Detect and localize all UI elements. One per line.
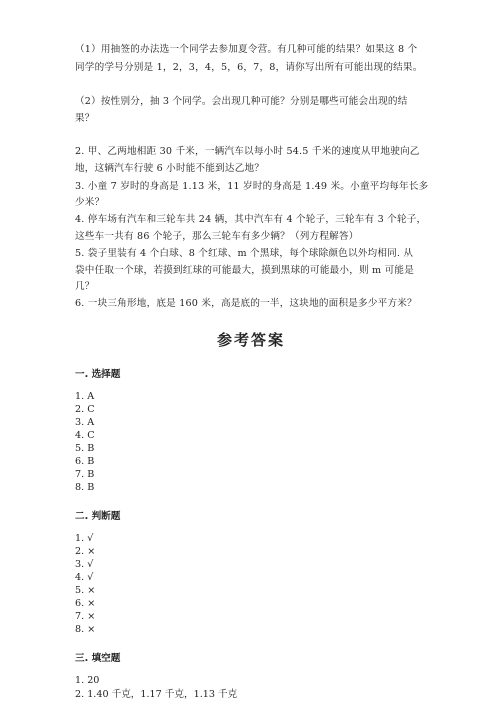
section-heading-choice: 一. 选择题 bbox=[75, 369, 121, 380]
question-4-line-2: 这些车一共有 86 个轮子，那么三轮车有多少辆？（列方程解答） bbox=[75, 231, 359, 242]
question-3-line-1: 3. 小童 7 岁时的身高是 1.13 米，11 岁时的身高是 1.49 米。小童平均每年长多 bbox=[75, 181, 429, 192]
question-5-line-3: 几？ bbox=[75, 281, 95, 292]
answer-item: 4. √ bbox=[75, 572, 94, 583]
answer-item: 7. B bbox=[75, 469, 95, 480]
answer-item: 2. C bbox=[75, 404, 95, 415]
answer-item: 2. × bbox=[75, 546, 96, 557]
question-1-sub-1-line-1: （1）用抽签的办法选一个同学去参加夏令营。有几种可能的结果？如果这 8 个 bbox=[75, 44, 418, 55]
question-6-line-1: 6. 一块三角形地，底是 160 米，高是底的一半，这块地的面积是多少平方米？ bbox=[75, 298, 417, 309]
question-2-line-1: 2. 甲、乙两地相距 30 千米，一辆汽车以每小时 54.5 千米的速度从甲地驶向乙 bbox=[75, 146, 420, 157]
answer-item: 1. A bbox=[75, 391, 95, 402]
question-1-sub-2-line-1: （2）按性别分，抽 3 个同学。会出现几种可能？分别是哪些可能会出现的结 bbox=[75, 96, 408, 107]
answer-item: 3. √ bbox=[75, 559, 94, 570]
answer-item: 1. 20 bbox=[75, 675, 100, 686]
question-5-line-1: 5. 袋子里装有 4 个白球、8 个红球、m 个黑球，每个球除颜色以外均相同. 从 bbox=[75, 248, 414, 259]
answer-item: 3. A bbox=[75, 417, 95, 428]
answer-item: 8. B bbox=[75, 482, 95, 493]
answer-item: 2. 1.40 千克，1.17 千克，1.13 千克 bbox=[75, 689, 238, 700]
answer-item: 6. B bbox=[75, 456, 95, 467]
answer-item: 6. × bbox=[75, 598, 96, 609]
answer-item: 7. × bbox=[75, 611, 96, 622]
answer-title: 参考答案 bbox=[216, 331, 285, 349]
question-3-line-2: 少米？ bbox=[75, 197, 105, 208]
answer-item: 5. B bbox=[75, 443, 95, 454]
answer-item: 4. C bbox=[75, 430, 95, 441]
question-1-sub-2-line-2: 果？ bbox=[75, 113, 95, 124]
section-heading-fill-in: 三. 填空题 bbox=[75, 653, 121, 664]
question-4-line-1: 4. 停车场有汽车和三轮车共 24 辆，其中汽车有 4 个轮子，三轮车有 3 个轮子， bbox=[75, 214, 427, 225]
question-5-line-2: 袋中任取一个球，若摸到红球的可能最大，摸到黑球的可能最小，则 m 可能是 bbox=[75, 265, 414, 276]
question-1-sub-1-line-2: 同学的学号分别是 1，2，3，4，5，6，7，8，请你写出所有可能出现的结果。 bbox=[75, 62, 423, 73]
answer-item: 8. × bbox=[75, 624, 96, 635]
answer-item: 1. √ bbox=[75, 533, 94, 544]
answer-item: 5. × bbox=[75, 585, 96, 596]
section-heading-judgement: 二. 判断题 bbox=[75, 511, 121, 522]
question-2-line-2: 地，这辆汽车行驶 6 小时能不能到达乙地？ bbox=[75, 163, 265, 174]
